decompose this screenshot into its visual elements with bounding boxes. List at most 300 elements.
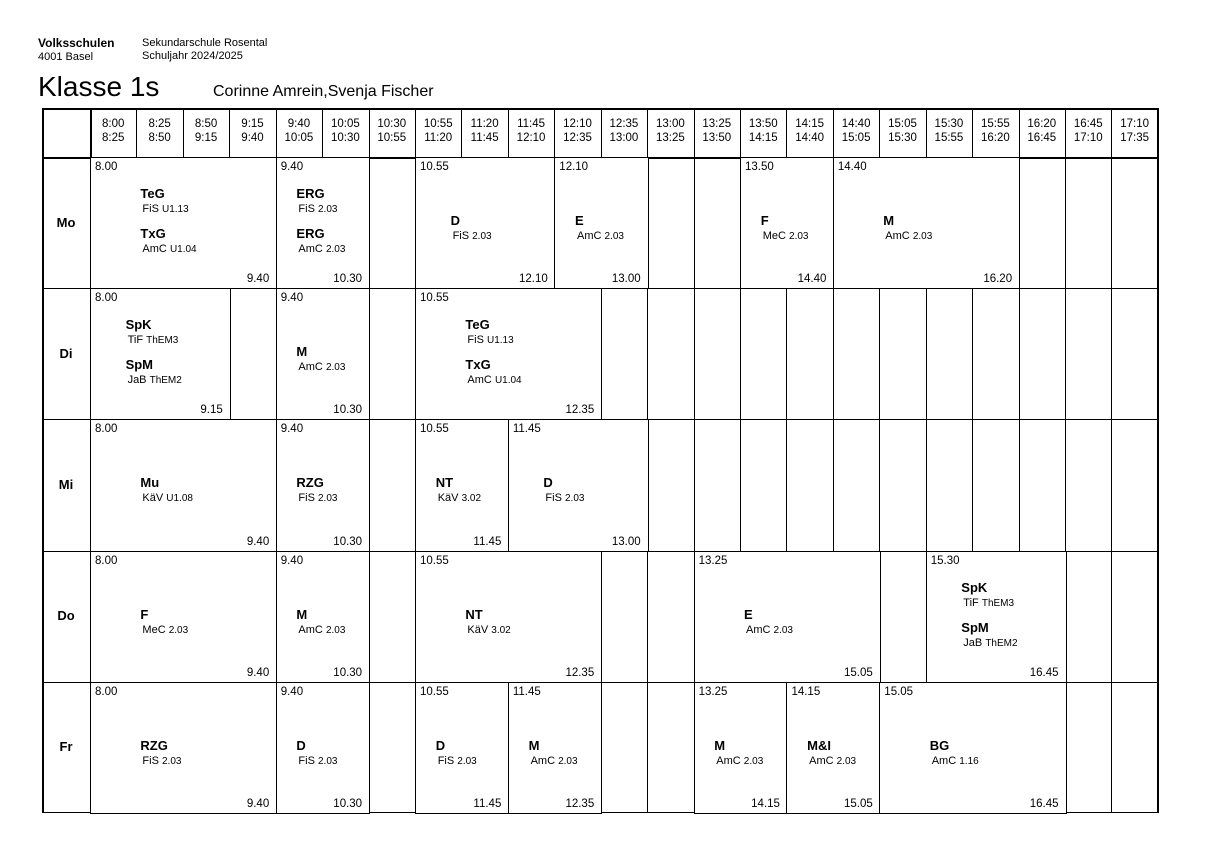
lesson-block[interactable] xyxy=(90,682,277,814)
teacher-code: FiS xyxy=(437,754,455,767)
time-slot-header xyxy=(879,117,925,145)
lesson-entry xyxy=(296,186,337,217)
time-slot-header xyxy=(554,117,600,145)
lesson-details xyxy=(543,491,584,506)
room-number: ThEM2 xyxy=(149,375,182,387)
lesson-block[interactable] xyxy=(415,157,556,289)
teacher-code: AmC xyxy=(142,243,167,255)
slot-end-time: 10:55 xyxy=(377,132,407,144)
lesson-block[interactable] xyxy=(694,551,881,683)
subject-code: ERG xyxy=(296,186,325,201)
day-label: Di xyxy=(59,345,73,361)
slot-start-time: 16:20 xyxy=(1027,118,1057,130)
teacher-code: AmC xyxy=(298,243,323,255)
slot-start-time: 12:35 xyxy=(609,118,639,130)
room-number: U1.13 xyxy=(161,204,189,215)
lesson-block[interactable] xyxy=(90,288,231,420)
lesson-entry xyxy=(140,226,196,257)
time-slot-header xyxy=(461,117,507,145)
lesson-details xyxy=(714,754,763,769)
lesson-entry xyxy=(126,357,182,388)
day-label: Mi xyxy=(58,477,74,492)
lesson-entry xyxy=(451,213,492,244)
subject-code: E xyxy=(744,606,753,622)
lesson-start-time: 14.15 xyxy=(791,685,821,698)
lesson-entry xyxy=(296,226,345,257)
lesson-start-time: 13.25 xyxy=(698,554,728,567)
subject-code: D xyxy=(435,737,446,753)
lesson-start-time: 12.10 xyxy=(559,161,589,173)
subject-code: SpM xyxy=(125,357,154,373)
room-number: U1.08 xyxy=(166,493,193,505)
room-number: 3.02 xyxy=(461,493,482,505)
teacher-code: FiS xyxy=(142,754,159,767)
lesson-block[interactable] xyxy=(90,419,277,551)
slot-end-time: 15:30 xyxy=(888,132,917,144)
day-label: Fr xyxy=(59,739,73,755)
slot-end-time: 11:20 xyxy=(424,132,453,144)
lesson-block[interactable] xyxy=(276,157,370,289)
slot-start-time: 14:40 xyxy=(841,118,871,130)
room-number: 3.02 xyxy=(491,624,511,636)
lesson-end-time: 14.40 xyxy=(797,273,827,286)
lesson-entry xyxy=(961,620,1017,651)
slot-end-time: 9:15 xyxy=(194,132,218,144)
slot-start-time: 10:30 xyxy=(377,118,407,130)
room-number: 2.03 xyxy=(836,755,857,767)
room-number: 2.03 xyxy=(317,204,338,215)
time-slot-header xyxy=(183,117,229,145)
slot-end-time: 8:25 xyxy=(102,132,125,144)
slot-end-time: 12:10 xyxy=(516,132,546,144)
slot-end-time: 13:25 xyxy=(655,132,685,144)
class-label: Klasse xyxy=(38,71,123,102)
lesson-end-time: 10.30 xyxy=(333,273,363,286)
lesson-entry xyxy=(140,607,188,638)
room-number: 2.03 xyxy=(743,755,764,767)
lesson-start-time: 10.55 xyxy=(420,292,449,305)
lesson-details xyxy=(930,754,979,769)
slot-end-time: 13:50 xyxy=(702,132,732,144)
lesson-entry xyxy=(140,738,181,769)
lesson-entry xyxy=(296,475,337,506)
lesson-block[interactable] xyxy=(415,682,509,814)
slot-start-time: 15:30 xyxy=(934,118,964,130)
grid-border-top xyxy=(42,108,1158,110)
subject-code: D xyxy=(543,475,553,491)
slot-end-time: 14:15 xyxy=(748,132,778,144)
grid-line-vertical xyxy=(1158,108,1159,813)
teacher-code: AmC xyxy=(298,361,323,374)
lesson-start-time: 9.40 xyxy=(280,685,304,698)
lesson-details xyxy=(140,754,181,769)
subject-code: BG xyxy=(929,737,950,753)
room-number: 2.03 xyxy=(168,624,189,636)
slot-end-time: 10:30 xyxy=(330,132,360,144)
lesson-block[interactable] xyxy=(879,682,1066,814)
lesson-details xyxy=(465,333,513,348)
lesson-end-time: 10.30 xyxy=(333,797,363,810)
lesson-block[interactable] xyxy=(90,157,277,289)
lesson-details xyxy=(296,202,337,217)
teacher-code: AmC xyxy=(809,754,834,767)
subject-code: M xyxy=(883,213,895,228)
slot-start-time: 11:45 xyxy=(517,118,546,130)
school-year: Schuljahr 2024/2025 xyxy=(142,50,243,62)
lesson-start-time: 8.00 xyxy=(95,292,118,305)
slot-end-time: 12:35 xyxy=(563,132,592,144)
lesson-details xyxy=(140,623,188,638)
subject-code: TeG xyxy=(465,317,490,333)
time-slot-header xyxy=(601,117,647,145)
lesson-entry xyxy=(930,738,979,769)
slot-end-time: 17:35 xyxy=(1120,132,1150,144)
teacher-code: FiS xyxy=(298,754,315,767)
time-slot-header xyxy=(276,117,322,145)
slot-start-time: 8:00 xyxy=(102,118,125,130)
subject-code: M&I xyxy=(807,737,831,753)
lesson-end-time: 12.35 xyxy=(565,797,595,810)
lesson-block[interactable] xyxy=(740,157,834,289)
room-number: ThEM3 xyxy=(981,597,1015,609)
room-number: 2.03 xyxy=(564,493,585,505)
room-number: 2.03 xyxy=(317,493,338,505)
lesson-block[interactable] xyxy=(508,419,649,551)
slot-start-time: 8:25 xyxy=(148,118,171,130)
lesson-details xyxy=(436,754,477,769)
subject-code: RZG xyxy=(296,475,324,491)
teacher-code: FiS xyxy=(298,203,315,215)
lesson-end-time: 12.35 xyxy=(565,666,595,679)
school-info xyxy=(38,37,114,64)
slot-start-time: 12:10 xyxy=(563,118,592,130)
lesson-entry xyxy=(436,475,481,506)
teacher-code: AmC xyxy=(931,754,957,767)
lesson-block[interactable] xyxy=(276,551,370,683)
lesson-entry xyxy=(883,213,932,244)
teacher-code: MeC xyxy=(142,623,166,636)
lesson-entry xyxy=(140,475,193,506)
class-name: 1s xyxy=(129,71,160,102)
room-number: 2.03 xyxy=(912,231,933,242)
room-number: 2.03 xyxy=(317,755,338,767)
time-slot-header xyxy=(1111,117,1157,145)
subject-code: SpK xyxy=(961,579,988,595)
slot-start-time: 8:50 xyxy=(194,118,218,130)
teacher-code: KäV xyxy=(437,492,459,505)
lesson-start-time: 10.55 xyxy=(420,423,449,436)
slot-start-time: 10:55 xyxy=(423,118,453,130)
teacher-code: FiS xyxy=(545,492,562,505)
lesson-start-time: 15.05 xyxy=(884,685,914,698)
teacher-code: FiS xyxy=(452,230,470,242)
teacher-code: TiF xyxy=(963,596,979,609)
teacher-code: TiF xyxy=(127,334,144,347)
teacher-code: JaB xyxy=(963,636,983,649)
room-number: 2.03 xyxy=(161,755,182,767)
lesson-details xyxy=(140,491,193,506)
lesson-block[interactable] xyxy=(508,682,602,814)
subject-code: M xyxy=(714,737,726,753)
lesson-details xyxy=(744,623,793,638)
lesson-details xyxy=(961,636,1017,651)
teacher-code: AmC xyxy=(716,754,741,767)
lesson-entry xyxy=(529,738,578,769)
lesson-end-time: 15.05 xyxy=(844,797,873,810)
lesson-details xyxy=(296,491,337,506)
lesson-end-time: 10.30 xyxy=(333,535,363,548)
timetable-grid xyxy=(42,108,1158,813)
lesson-details xyxy=(529,754,578,769)
time-slot-header xyxy=(926,117,972,145)
room-number: 2.03 xyxy=(472,231,492,242)
lesson-end-time: 9.40 xyxy=(246,535,270,548)
teacher-code: KäV xyxy=(142,492,164,505)
lesson-details xyxy=(436,491,481,506)
teacher-code: AmC xyxy=(746,623,771,636)
lesson-entry xyxy=(575,213,624,244)
slot-start-time: 9:40 xyxy=(287,118,311,130)
lesson-block[interactable] xyxy=(415,288,602,420)
lesson-entry xyxy=(465,317,513,348)
subject-code: TxG xyxy=(465,357,491,373)
lesson-entry xyxy=(714,738,763,769)
subject-code: D xyxy=(450,213,460,228)
lesson-block[interactable] xyxy=(694,682,788,814)
time-slot-header xyxy=(786,117,832,145)
lesson-start-time: 9.40 xyxy=(280,554,304,567)
subject-code: M xyxy=(528,737,540,753)
teacher-code: AmC xyxy=(530,754,556,767)
subject-code: NT xyxy=(435,475,454,491)
time-slot-header xyxy=(90,117,136,145)
day-label: Mo xyxy=(56,214,76,230)
slot-end-time: 9:40 xyxy=(241,132,264,144)
slot-start-time: 10:05 xyxy=(330,118,360,130)
teacher-code: AmC xyxy=(885,230,910,242)
lesson-entry xyxy=(126,317,179,348)
teacher-code: AmC xyxy=(577,230,602,242)
subject-code: TeG xyxy=(140,186,165,201)
lesson-end-time: 9.15 xyxy=(200,404,223,417)
slot-end-time: 11:45 xyxy=(470,132,499,144)
lesson-entry xyxy=(961,580,1014,611)
room-number: 2.03 xyxy=(789,231,809,242)
slot-end-time: 10:05 xyxy=(284,132,314,144)
lesson-details xyxy=(575,229,624,244)
slot-start-time: 17:10 xyxy=(1120,118,1150,130)
lesson-start-time: 14.40 xyxy=(837,161,867,173)
day-label: Do xyxy=(57,608,75,624)
lesson-details xyxy=(296,754,337,769)
time-slot-header xyxy=(647,117,693,145)
teacher-code: AmC xyxy=(298,623,323,636)
time-slot-header xyxy=(972,117,1018,145)
department-info xyxy=(142,37,267,63)
lesson-details xyxy=(807,754,856,769)
teacher-code: FiS xyxy=(467,334,484,347)
lesson-details xyxy=(465,373,521,388)
slot-start-time: 13:50 xyxy=(748,118,778,130)
grid-border-right xyxy=(1157,108,1159,813)
room-number: 2.03 xyxy=(558,755,578,767)
class-teachers: Corinne Amrein,Svenja Fischer xyxy=(213,83,434,100)
time-slot-header xyxy=(740,117,786,145)
lesson-block[interactable] xyxy=(90,551,277,683)
lesson-details xyxy=(126,333,179,348)
subject-code: Mu xyxy=(140,475,160,491)
lesson-details xyxy=(465,623,510,638)
lesson-entry xyxy=(761,213,809,244)
lesson-start-time: 9.40 xyxy=(280,292,304,305)
lesson-entry xyxy=(296,607,345,638)
lesson-details xyxy=(883,229,932,244)
room-number: 1.16 xyxy=(959,755,979,767)
subject-code: NT xyxy=(465,606,483,622)
time-slot-header xyxy=(136,117,182,145)
lesson-start-time: 8.00 xyxy=(95,554,118,567)
slot-end-time: 15:05 xyxy=(841,132,871,144)
lesson-end-time: 13.00 xyxy=(611,273,641,286)
lesson-block[interactable] xyxy=(276,682,370,814)
lesson-start-time: 8.00 xyxy=(95,161,118,173)
lesson-start-time: 13.25 xyxy=(698,685,728,698)
lesson-block[interactable] xyxy=(926,551,1067,683)
lesson-entry xyxy=(296,738,337,769)
subject-code: M xyxy=(296,344,308,360)
time-slot-header xyxy=(833,117,879,145)
time-slot-header xyxy=(229,117,275,145)
department-name: Sekundarschule Rosental xyxy=(142,37,268,49)
lesson-end-time: 10.30 xyxy=(333,666,363,679)
subject-code: F xyxy=(140,606,149,622)
room-number: 2.03 xyxy=(773,624,793,636)
lesson-details xyxy=(296,360,345,375)
lesson-block[interactable] xyxy=(833,157,1020,289)
lesson-end-time: 16.45 xyxy=(1029,666,1059,679)
lesson-end-time: 16.20 xyxy=(983,273,1013,286)
lesson-entry xyxy=(807,738,856,769)
time-slot-header xyxy=(415,117,461,145)
room-number: 2.03 xyxy=(604,231,624,242)
lesson-end-time: 12.35 xyxy=(565,404,595,417)
room-number: ThEM2 xyxy=(985,637,1018,649)
lesson-end-time: 9.40 xyxy=(246,273,270,286)
lesson-end-time: 11.45 xyxy=(473,797,502,810)
slot-start-time: 13:25 xyxy=(702,118,732,130)
lesson-entry xyxy=(296,344,345,375)
lesson-details xyxy=(296,623,345,638)
lesson-block[interactable] xyxy=(786,682,880,814)
slot-start-time: 11:20 xyxy=(470,118,499,130)
lesson-start-time: 11.45 xyxy=(512,685,541,698)
lesson-start-time: 8.00 xyxy=(95,685,118,698)
lesson-end-time: 13.00 xyxy=(611,535,641,548)
room-number: 2.03 xyxy=(457,755,477,767)
time-slot-header xyxy=(1065,117,1111,145)
subject-code: SpK xyxy=(125,317,152,333)
room-number: U1.13 xyxy=(486,335,514,347)
slot-end-time: 15:55 xyxy=(934,132,964,144)
room-number: 2.03 xyxy=(325,362,346,374)
lesson-start-time: 8.00 xyxy=(95,423,118,436)
room-number: U1.04 xyxy=(494,375,522,387)
teacher-code: AmC xyxy=(467,374,492,387)
subject-code: M xyxy=(296,606,308,622)
lesson-details xyxy=(761,229,809,244)
slot-end-time: 14:40 xyxy=(795,132,825,144)
slot-start-time: 14:15 xyxy=(795,118,825,130)
room-number: 2.03 xyxy=(325,624,346,636)
lesson-details xyxy=(961,596,1014,611)
subject-code: F xyxy=(760,213,769,228)
room-number: ThEM3 xyxy=(146,335,179,347)
lesson-details xyxy=(140,242,196,257)
lesson-start-time: 11.45 xyxy=(512,423,541,436)
subject-code: TxG xyxy=(140,226,166,241)
teacher-code: MeC xyxy=(762,230,786,242)
room-number: 2.03 xyxy=(325,244,346,255)
subject-code: ERG xyxy=(296,226,325,241)
slot-start-time: 13:00 xyxy=(655,118,685,130)
lesson-entry xyxy=(744,607,793,638)
lesson-details xyxy=(451,229,492,244)
slot-start-time: 16:45 xyxy=(1073,118,1103,130)
lesson-start-time: 10.55 xyxy=(420,685,449,698)
lesson-details xyxy=(126,373,182,388)
school-location: 4001 Basel xyxy=(38,51,94,63)
subject-code: RZG xyxy=(140,737,168,753)
lesson-end-time: 12.10 xyxy=(519,273,548,286)
lesson-block[interactable] xyxy=(415,419,509,551)
lesson-start-time: 13.50 xyxy=(745,161,774,173)
lesson-end-time: 14.15 xyxy=(751,797,780,810)
slot-end-time: 17:10 xyxy=(1073,132,1103,144)
lesson-end-time: 15.05 xyxy=(844,666,873,679)
lesson-entry xyxy=(543,475,584,506)
lesson-end-time: 11.45 xyxy=(473,535,502,548)
slot-start-time: 15:55 xyxy=(980,118,1010,130)
slot-end-time: 16:45 xyxy=(1027,132,1057,144)
page-title xyxy=(38,70,159,104)
lesson-block[interactable] xyxy=(415,551,602,683)
lesson-entry xyxy=(140,186,188,217)
subject-code: SpM xyxy=(961,619,989,635)
lesson-details xyxy=(140,202,188,217)
time-slot-header xyxy=(508,117,554,145)
time-slot-header xyxy=(694,117,740,145)
lesson-block[interactable] xyxy=(554,157,648,289)
teacher-code: JaB xyxy=(127,374,147,387)
time-slot-header xyxy=(1019,117,1065,145)
school-name: Volksschulen xyxy=(38,36,115,50)
subject-code: D xyxy=(296,737,306,753)
slot-start-time: 15:05 xyxy=(888,118,917,130)
lesson-block[interactable] xyxy=(276,288,370,420)
lesson-end-time: 9.40 xyxy=(246,666,270,679)
teacher-code: FiS xyxy=(298,492,315,505)
lesson-start-time: 10.55 xyxy=(420,554,449,567)
slot-end-time: 8:50 xyxy=(148,132,171,144)
teacher-code: KäV xyxy=(467,623,489,636)
lesson-end-time: 16.45 xyxy=(1029,797,1059,810)
lesson-details xyxy=(296,242,345,257)
teacher-code: FiS xyxy=(142,203,159,215)
room-number: U1.04 xyxy=(169,244,197,255)
lesson-block[interactable] xyxy=(276,419,370,551)
slot-start-time: 9:15 xyxy=(241,118,264,130)
lesson-entry xyxy=(465,607,510,638)
